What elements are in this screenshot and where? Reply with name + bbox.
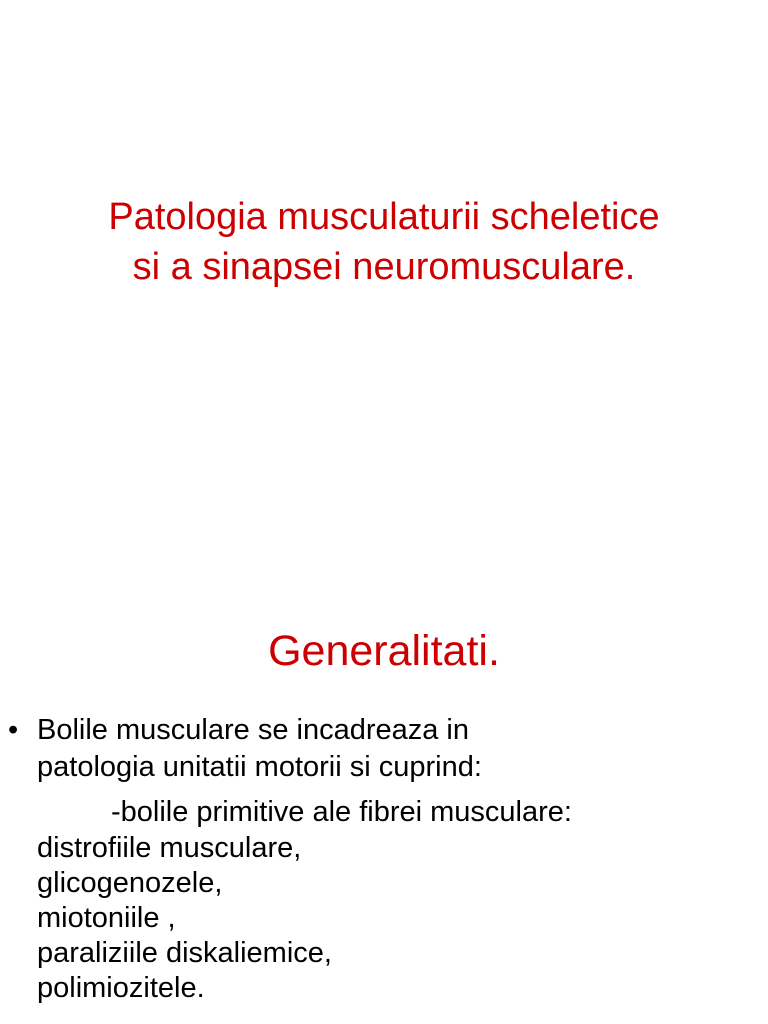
list-item-polimiozite: polimiozitele. <box>37 972 205 1004</box>
list-item-glicogenoze: glicogenozele, <box>37 867 223 899</box>
list-item-miotonii: miotoniile , <box>37 902 176 934</box>
list-item-distrofii: distrofiile musculare, <box>37 832 302 864</box>
bullet-text-line-1: Bolile musculare se incadreaza in <box>37 714 469 746</box>
sub-item: -bolile primitive ale fibrei musculare: <box>111 796 572 828</box>
bullet-item <box>0 712 760 786</box>
list-item-paralizii: paraliziile diskaliemice, <box>37 937 332 969</box>
bullet-text-line-2: patologia unitatii motorii si cuprind: <box>37 751 482 783</box>
section-heading: Generalitati. <box>268 627 500 675</box>
slide-body <box>0 712 760 1006</box>
slide-title-line-1: Patologia musculaturii scheletice <box>108 196 660 238</box>
slide-title <box>0 192 768 292</box>
slide-title-line-2: si a sinapsei neuromusculare. <box>132 246 636 288</box>
bullet-icon: • <box>8 714 19 746</box>
